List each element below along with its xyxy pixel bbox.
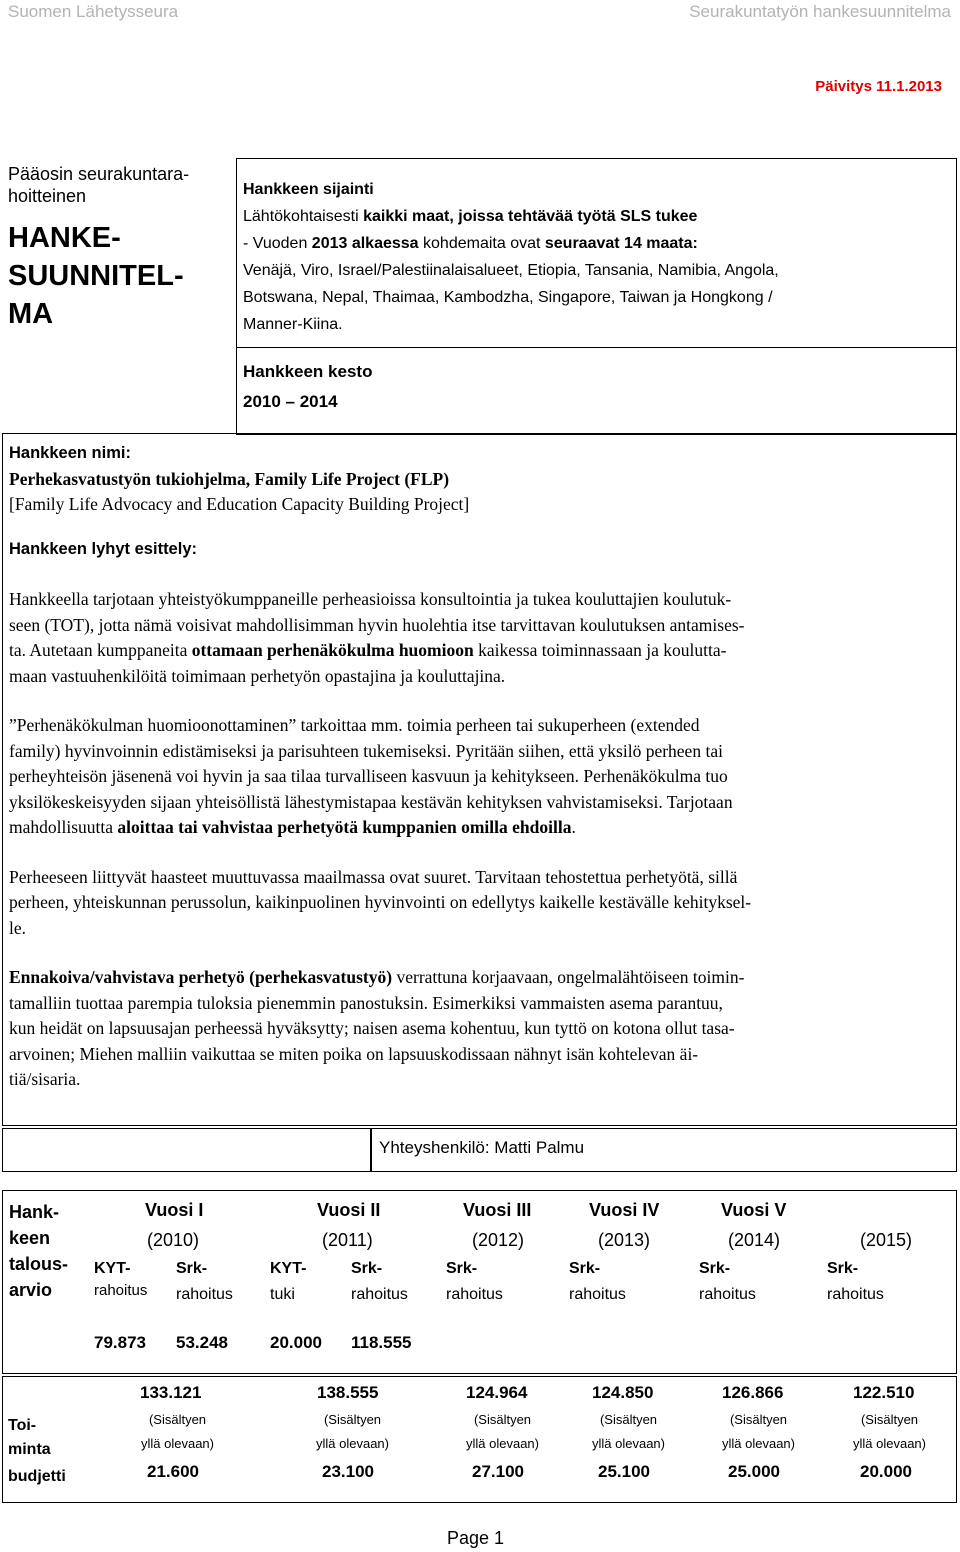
kyt-tuki-label: KYT- tuki: [270, 1260, 307, 1303]
paragraph-2: ”Perhenäkökulman huomioonottaminen” tarkoittaa mm. toimia perheen tai sukuperheen (extended family) hyvinvoinnin edistämiseksi ja parisuhteen tukemiseksi. Pyritään siihen, että yksilö perheen tai perheyhteisön jäsenenä voi hyvin ja saa tilaa turvalliseen kasvuun ja kehitykseen. Perhenäkökulma tuo yksilökeskeisyyden sijaan yhteisöllistä lähestymistapaa kestävän kehityksen vahvistamiseksi. Tarjotaan mahdollisuutta aloittaa tai vahvistaa perhetyötä kumppanien omilla ehdoilla.: [9, 715, 733, 837]
year-value-6: (2015): [860, 1230, 913, 1250]
split-value: 79.873: [94, 1333, 146, 1352]
paragraph-4: Ennakoiva/vahvistava perhetyö (perhekasvatustyö) verrattuna korjaavaan, ongelmalähtöiseen toimin- tamalliin tuottaa parempia tuloksia pienemmin panostuksin. Esimerkiksi vammaisten asema parantuu, kun heidät on lapsuusajan perheessä hyväksytty; naisen asema kohentuu, kun tyttö on kotona ollut tasa- arvoinen; Miehen malliin vaikuttaa se miten poika on lapsuuskodissaan nähnyt isän kohtelevan äi- tiä/sisaria.: [9, 967, 745, 1089]
project-name-en: [Family Life Advocacy and Education Capacity Building Project]: [9, 494, 470, 514]
location-line-1: Lähtökohtaisesti kaikki maat, joissa tehtävää työtä SLS tukee: [243, 208, 698, 225]
subtitle-2: hoitteinen: [8, 186, 87, 206]
project-name: Perhekasvatustyön tukiohjelma, Family Life Project (FLP): [9, 468, 450, 489]
total-value: 124.850: [592, 1383, 654, 1402]
update-date: Päivitys 11.1.2013: [815, 78, 942, 95]
year-name-3: Vuosi III: [463, 1200, 532, 1220]
year-value-2: (2011): [322, 1230, 373, 1250]
activity-value: 21.600: [147, 1462, 199, 1481]
header-doc-title: Seurakuntatyön hankesuunnitelma: [689, 2, 951, 21]
location-line-3: Venäjä, Viro, Israel/Palestiinalaisalueet, Etiopia, Tansania, Namibia, Angola,: [243, 262, 779, 279]
doc-title-block: [8, 163, 228, 333]
location-line-5: Manner-Kiina.: [243, 316, 343, 333]
year-name-5: Vuosi V: [721, 1200, 787, 1220]
activity-value: 27.100: [472, 1462, 524, 1481]
total-value: 124.964: [466, 1383, 528, 1402]
year-value-5: (2014): [728, 1230, 781, 1250]
split-value: 53.248: [176, 1333, 228, 1352]
srk-rahoitus-label-5: Srk- rahoitus: [699, 1260, 756, 1303]
location-section: [243, 176, 955, 338]
total-value: 138.555: [317, 1383, 379, 1402]
project-name-heading: Hankkeen nimi:: [9, 444, 131, 462]
srk-rahoitus-label-3: Srk- rahoitus: [446, 1260, 503, 1303]
doc-title-line-2: SUUNNITEL-: [8, 260, 184, 292]
contact-person: Yhteyshenkilö: Matti Palmu: [379, 1138, 585, 1157]
year-value-3: (2012): [472, 1230, 525, 1250]
activity-value: 23.100: [322, 1462, 374, 1481]
paragraph-1: Hankkeella tarjotaan yhteistyökumppaneille perheasioissa konsultointia ja tukea kouluttajien koulutuk- seen (TOT), jotta nämä voisivat mahdollisimman hyvin huolehtia itse tarvittavan koulutuksen antamises- ta. Autetaan kumppaneita ottamaan perhenäkökulma huomioon kaikessa toiminnassaan ja koulutta- maan vastuuhenkilöitä toimimaan perhetyön opastajina ja kouluttajina.: [9, 589, 745, 686]
included-note: (Sisältyen yllä olevaan): [722, 1412, 795, 1451]
srk-rahoitus-label-2: Srk- rahoitus: [351, 1260, 408, 1303]
total-value: 126.866: [722, 1383, 784, 1402]
included-note: (Sisältyen yllä olevaan): [592, 1412, 665, 1451]
intro-heading: Hankkeen lyhyt esittely:: [9, 539, 197, 558]
location-line-2: - Vuoden 2013 alkaessa kohdemaita ovat seuraavat 14 maata:: [243, 235, 698, 252]
split-value: 118.555: [351, 1333, 412, 1352]
doc-title-line-1: HANKE-: [8, 222, 121, 254]
year-name-2: Vuosi II: [317, 1200, 381, 1220]
split-value: 20.000: [270, 1333, 322, 1352]
year-value-1: (2010): [147, 1230, 200, 1250]
total-value: 122.510: [853, 1383, 915, 1402]
doc-title-line-3: MA: [8, 298, 54, 330]
included-note: (Sisältyen yllä olevaan): [466, 1412, 539, 1451]
location-line-4: Botswana, Nepal, Thaimaa, Kambodzha, Singapore, Taiwan ja Hongkong /: [243, 289, 773, 306]
subtitle-1: Pääosin seurakuntara-: [8, 164, 190, 184]
activity-value: 25.000: [728, 1462, 780, 1481]
duration-value: 2010 – 2014: [243, 392, 338, 411]
project-description: [9, 441, 949, 1093]
doc-title: [8, 219, 228, 333]
duration-box: [236, 346, 957, 435]
budget-label: Hank- keen talous- arvio: [9, 1202, 69, 1300]
included-note: (Sisältyen yllä olevaan): [853, 1412, 926, 1451]
paragraph-3: Perheeseen liittyvät haasteet muuttuvassa maailmassa ovat suuret. Tarvitaan tehostettua perhetyötä, sillä perheen, yhteiskunnan perussolun, kaikinpuolinen hyvinvointi on edellytys kaikelle kestävälle kehityksel- le.: [9, 866, 752, 938]
included-note: (Sisältyen yllä olevaan): [316, 1412, 389, 1451]
year-value-4: (2013): [598, 1230, 651, 1250]
year-name-1: Vuosi I: [145, 1200, 204, 1220]
activity-budget-label: Toi- minta budjetti: [8, 1417, 66, 1485]
srk-rahoitus-label-4: Srk- rahoitus: [569, 1260, 626, 1303]
srk-rahoitus-label-6: Srk- rahoitus: [827, 1260, 884, 1303]
kyt-rahoitus-label: KYT- rahoitus: [94, 1260, 148, 1299]
total-value: 133.121: [140, 1383, 202, 1402]
header-org: Suomen Lähetysseura: [8, 2, 179, 21]
location-heading: Hankkeen sijainti: [243, 181, 374, 198]
activity-value: 20.000: [860, 1462, 912, 1481]
duration-heading: Hankkeen kesto: [243, 362, 373, 381]
activity-value: 25.100: [598, 1462, 650, 1481]
included-note: (Sisältyen yllä olevaan): [141, 1412, 214, 1451]
page-number: Page 1: [447, 1528, 505, 1548]
srk-rahoitus-label-1: Srk- rahoitus: [176, 1260, 233, 1303]
year-name-4: Vuosi IV: [589, 1200, 660, 1220]
